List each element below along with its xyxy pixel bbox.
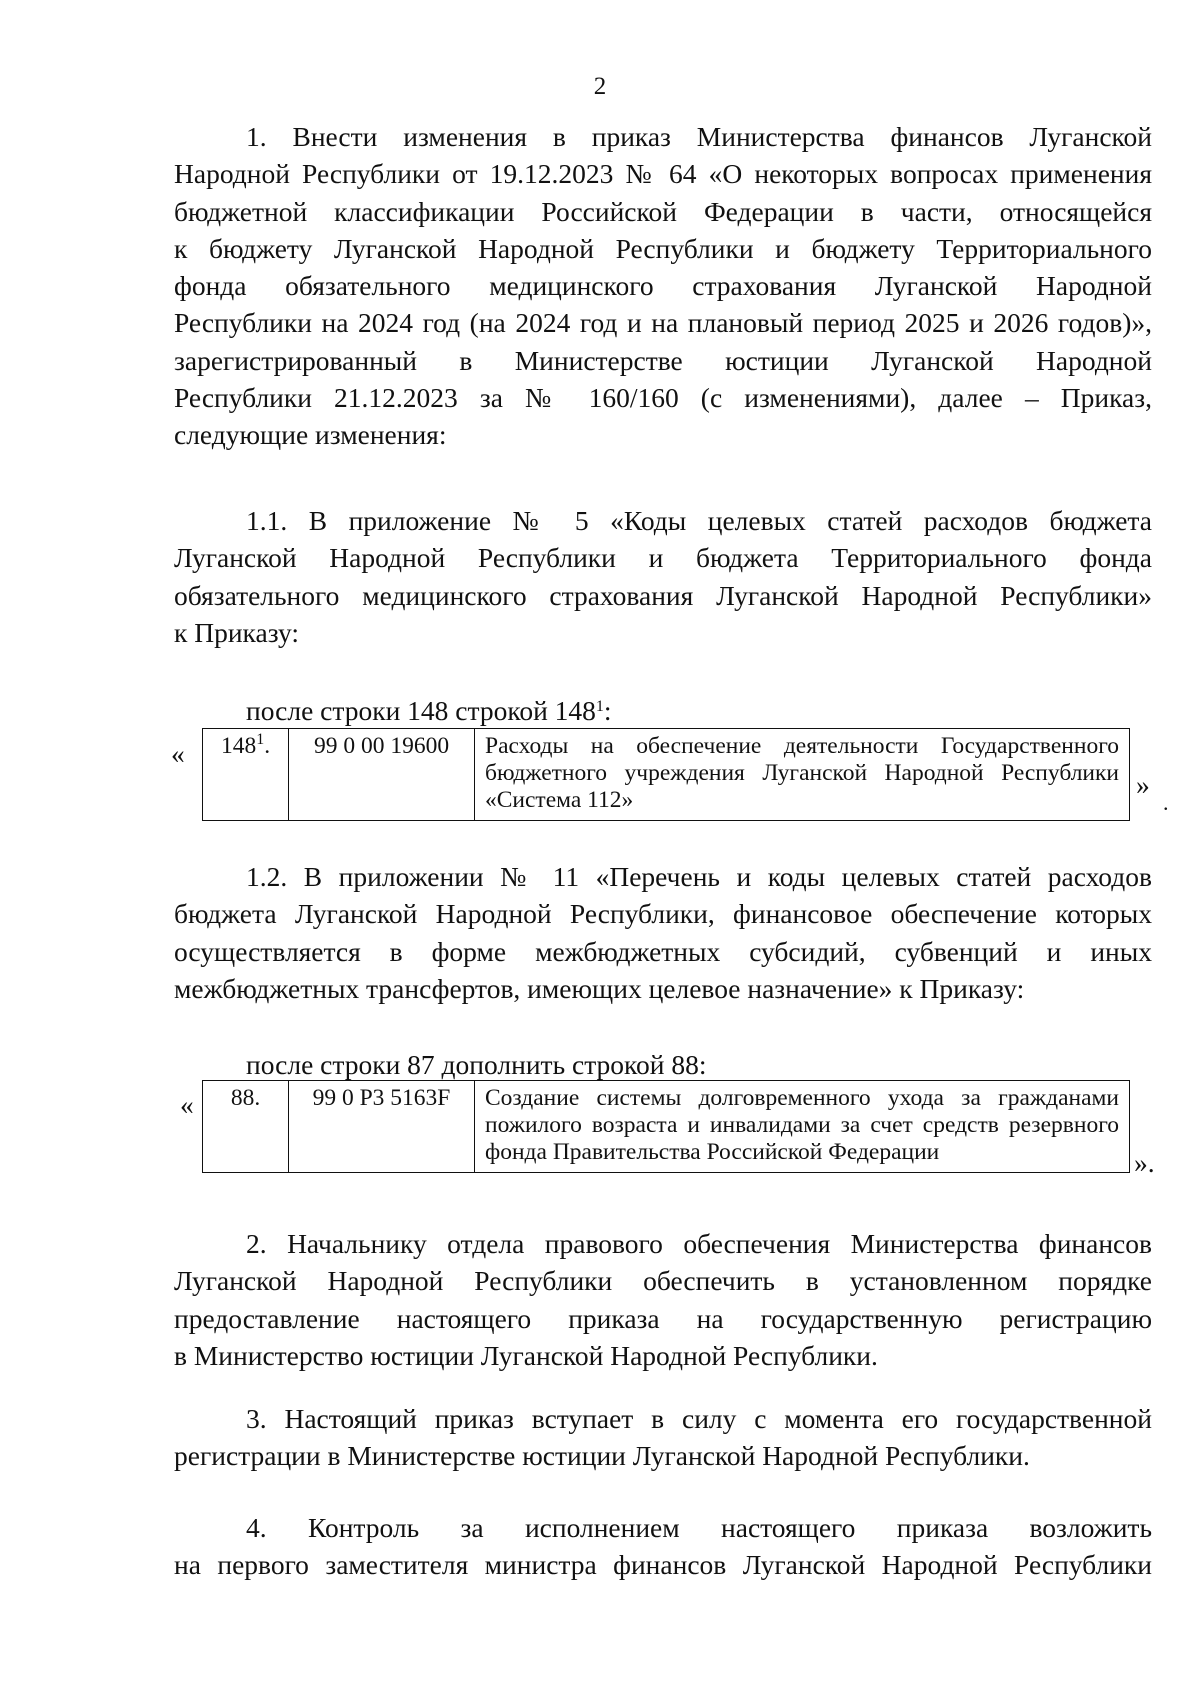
superscript-index: 1 [595, 698, 604, 715]
text-line: зарегистрированный в Министерстве юстиции Луганской Народной [174, 344, 1152, 376]
description-cell [475, 1081, 1130, 1173]
text-line: следующие изменения: [174, 419, 447, 451]
text-line: обязательного медицинского страхования Луганской Народной Республики» [174, 579, 1152, 611]
insert-table-row-148-1 [202, 728, 1130, 821]
row-number-dot: . [264, 733, 271, 759]
text-line: к бюджету Луганской Народной Республики и бюджету Территориального [174, 232, 1152, 264]
page-number: 2 [593, 73, 607, 100]
text-line: Республики 21.12.2023 за № 160/160 (с изменениями), далее – Приказ, [174, 382, 1152, 414]
text-line: межбюджетных трансфертов, имеющих целевое назначение» к Приказу: [174, 972, 1025, 1004]
open-quote: « [171, 738, 185, 769]
text-line: регистрации в Министерстве юстиции Луганской Народной Республики. [174, 1440, 1030, 1472]
text-line: 1.1. В приложение № 5 «Коды целевых статей расходов бюджета [246, 505, 1152, 536]
row-number-cell: 88. [203, 1081, 289, 1173]
text-line: Луганской Народной Республики и бюджета Территориального фонда [174, 542, 1152, 574]
instruction-colon: : [603, 695, 612, 726]
paragraph-item-1 [174, 118, 1152, 454]
row-number: 148 [220, 733, 257, 759]
paragraph-item-4 [174, 1509, 1152, 1584]
description-line: фонда Правительства Российской Федерации [485, 1139, 940, 1165]
text-line: фонда обязательного медицинского страхования Луганской Народной [174, 270, 1152, 302]
description-line: бюджетного учреждения Луганской Народной Республики [485, 760, 1119, 786]
instruction-text: после строки 148 строкой 148 [246, 695, 596, 726]
text-line: Луганской Народной Республики обеспечить в установленном порядке [174, 1265, 1152, 1297]
paragraph-item-1-2 [174, 858, 1152, 1007]
target-code-cell: 99 0 Р3 5163F [289, 1081, 475, 1173]
close-quote: ». [1134, 1147, 1155, 1178]
text-line: осуществляется в форме межбюджетных субсидий, субвенций и иных [174, 935, 1152, 967]
text-line: предоставление настоящего приказа на государственную регистрацию [174, 1302, 1152, 1334]
text-line: к Приказу: [174, 616, 300, 648]
description-line: пожилого возраста и инвалидами за счет средств резервного [485, 1112, 1119, 1138]
text-line: Республики на 2024 год (на 2024 год и на плановый период 2025 и 2026 годов)», [174, 307, 1152, 339]
text-line: на первого заместителя министра финансов Луганской Народной Республики [174, 1549, 1152, 1581]
target-code-cell: 99 0 00 19600 [289, 729, 475, 821]
description-line: «Система 112» [485, 787, 634, 813]
row-number-superscript: 1 [256, 731, 265, 748]
text-line: 2. Начальнику отдела правового обеспечения Министерства финансов [246, 1228, 1152, 1259]
open-quote: « [180, 1089, 194, 1120]
description-line: Расходы на обеспечение деятельности Государственного [485, 733, 1119, 759]
text-line: Народной Республики от 19.12.2023 № 64 «О некоторых вопросах применения [174, 158, 1152, 190]
table-row [203, 729, 1130, 821]
paragraph-item-2 [174, 1225, 1152, 1374]
text-line: бюджета Луганской Народной Республики, финансовое обеспечение которых [174, 898, 1152, 930]
text-line: в Министерство юстиции Луганской Народной Республики. [174, 1339, 878, 1371]
text-line: 3. Настоящий приказ вступает в силу с момента его государственной [246, 1403, 1152, 1434]
table-row [203, 1081, 1130, 1173]
insert-table-row-88 [202, 1080, 1130, 1173]
description-cell [475, 729, 1130, 821]
text-line: 1. Внести изменения в приказ Министерства финансов Луганской [246, 121, 1152, 152]
paragraph-item-1-1 [174, 502, 1152, 651]
text-line: 1.2. В приложении № 11 «Перечень и коды целевых статей расходов [246, 861, 1152, 892]
insertion-instruction-1 [246, 693, 612, 729]
close-quote: » [1136, 769, 1150, 800]
insertion-instruction-2: после строки 87 дополнить строкой 88: [246, 1049, 707, 1080]
text-line: бюджетной классификации Российской Федерации в части, относящейся [174, 195, 1152, 227]
trailing-dot: . [1163, 790, 1169, 815]
row-number-cell [203, 729, 289, 821]
paragraph-item-3 [174, 1400, 1152, 1475]
description-line: Создание системы долговременного ухода за гражданами [485, 1085, 1119, 1111]
text-line: 4. Контроль за исполнением настоящего приказа возложить [246, 1512, 1152, 1543]
